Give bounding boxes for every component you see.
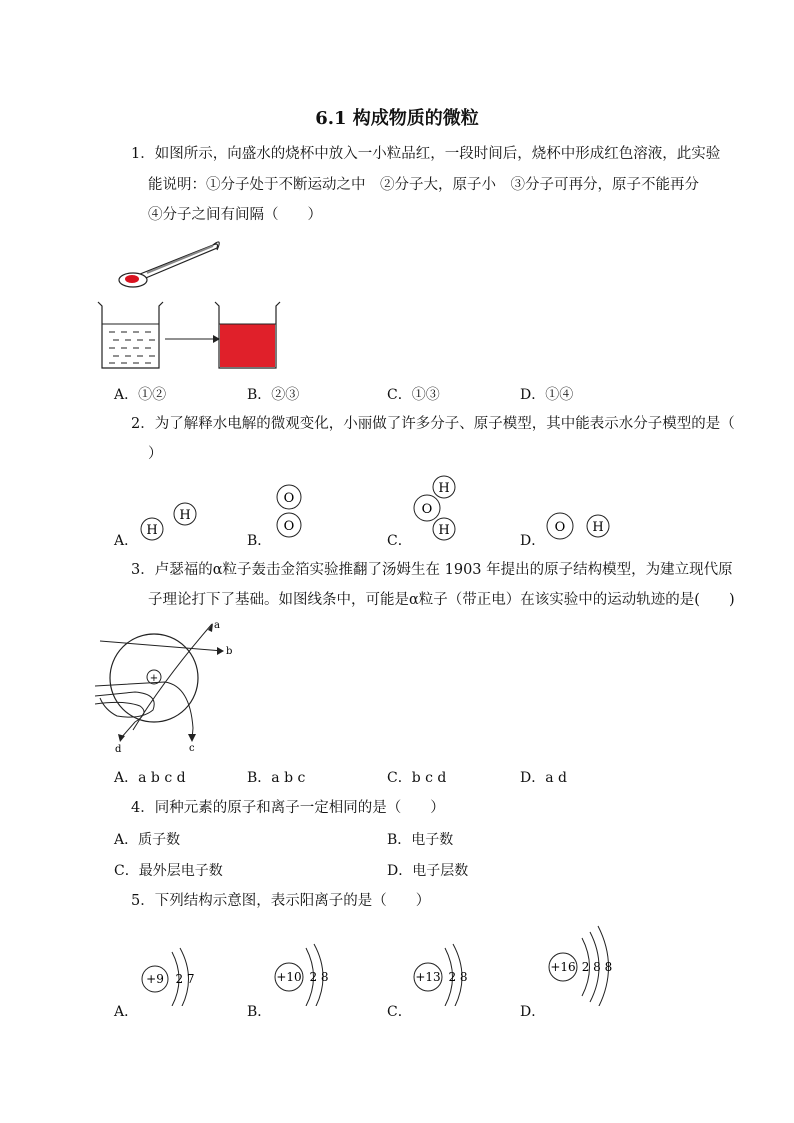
q2-molecule-models <box>130 470 620 550</box>
q3-option-b[interactable]: B．a b c <box>247 770 306 786</box>
svg-text:2 8 8: 2 8 8 <box>581 960 613 974</box>
q5-option-a[interactable]: A． <box>114 1004 139 1020</box>
q4-option-b[interactable]: B．电子数 <box>387 832 454 848</box>
q3-text-line1: 3．卢瑟福的α粒子轰击金箔实验推翻了汤姆生在 1903 年提出的原子结构模型，为建立现代原 <box>131 562 733 578</box>
q5-atomic-structure-diagrams <box>130 918 630 1006</box>
svg-text:O: O <box>283 519 295 534</box>
svg-text:O: O <box>554 520 566 535</box>
svg-text:2 8: 2 8 <box>309 970 329 984</box>
beaker-red-solution <box>215 302 280 368</box>
svg-text:H: H <box>592 520 604 535</box>
model-b-o-o <box>277 485 301 537</box>
q4-option-d[interactable]: D．电子层数 <box>387 863 469 879</box>
q4-option-a[interactable]: A．质子数 <box>114 832 181 848</box>
q5-text-line1: 5．下列结构示意图，表示阳离子的是（ ） <box>131 893 431 909</box>
nucleus-label: + <box>149 673 159 684</box>
q1-option-c[interactable]: C．①③ <box>387 387 440 403</box>
q5-option-b[interactable]: B． <box>247 1004 272 1020</box>
path-a-label: a <box>214 620 220 631</box>
q1-text-line1: 1．如图所示，向盛水的烧杯中放入一小粒品红，一段时间后，烧杯中形成红色溶液，此实验 <box>131 146 721 162</box>
page-title: 6.1 构成物质的微粒 <box>315 108 479 129</box>
svg-text:H: H <box>146 523 158 538</box>
q2-text-line2: ） <box>148 446 163 462</box>
svg-text:O: O <box>283 491 295 506</box>
svg-text:H: H <box>438 481 450 496</box>
spoon-icon <box>119 242 219 287</box>
q2-option-b[interactable]: B． <box>247 533 272 549</box>
beaker-water <box>98 302 163 368</box>
q3-option-c[interactable]: C．b c d <box>387 770 447 786</box>
diagram-a <box>142 948 195 1006</box>
q1-text-line3: ④分子之间有间隔（ ） <box>148 207 322 223</box>
svg-text:+10: +10 <box>276 970 302 984</box>
q4-text-line1: 4．同种元素的原子和离子一定相同的是（ ） <box>131 800 445 816</box>
q3-text-line2: 子理论打下了基础。如图线条中，可能是α粒子（带正电）在该实验中的运动轨迹的是( ) <box>148 592 735 608</box>
q1-option-b[interactable]: B．②③ <box>247 387 300 403</box>
path-b-label: b <box>226 646 233 657</box>
q1-text-line2: 能说明：①分子处于不断运动之中 ②分子大，原子小 ③分子可再分，原子不能再分 <box>148 177 699 193</box>
svg-text:H: H <box>438 523 450 538</box>
q2-option-a[interactable]: A． <box>114 533 139 549</box>
diagram-c <box>414 944 468 1006</box>
q5-option-d[interactable]: D． <box>520 1004 546 1020</box>
diagram-d <box>549 926 612 1006</box>
q2-option-c[interactable]: C． <box>387 533 412 549</box>
svg-text:+13: +13 <box>415 970 441 984</box>
diagram-b <box>275 944 329 1006</box>
svg-text:+16: +16 <box>550 960 576 974</box>
q3-option-a[interactable]: A．a b c d <box>114 770 186 786</box>
svg-text:2 7: 2 7 <box>175 972 195 986</box>
q1-option-d[interactable]: D．①④ <box>520 387 574 403</box>
q2-option-d[interactable]: D． <box>520 533 546 549</box>
path-d-label: d <box>115 744 122 755</box>
svg-text:O: O <box>421 502 433 517</box>
q4-option-c[interactable]: C．最外层电子数 <box>114 863 223 879</box>
path-c-label: c <box>189 743 195 754</box>
model-a-h-h <box>141 503 196 540</box>
svg-text:+9: +9 <box>146 972 164 986</box>
q3-option-d[interactable]: D．a d <box>520 770 567 786</box>
svg-text:H: H <box>179 508 191 523</box>
arrow-right-icon <box>165 335 220 343</box>
q3-alpha-scattering-figure <box>95 618 245 758</box>
q5-option-c[interactable]: C． <box>387 1004 412 1020</box>
model-d-o-h <box>547 513 609 539</box>
q1-beaker-figure <box>95 232 295 374</box>
model-c-h-o-h <box>414 476 455 540</box>
q2-text-line1: 2．为了解释水电解的微观变化，小丽做了许多分子、原子模型，其中能表示水分子模型的是（ <box>131 416 735 432</box>
svg-text:2 8: 2 8 <box>448 970 468 984</box>
q1-option-a[interactable]: A．①② <box>114 387 167 403</box>
